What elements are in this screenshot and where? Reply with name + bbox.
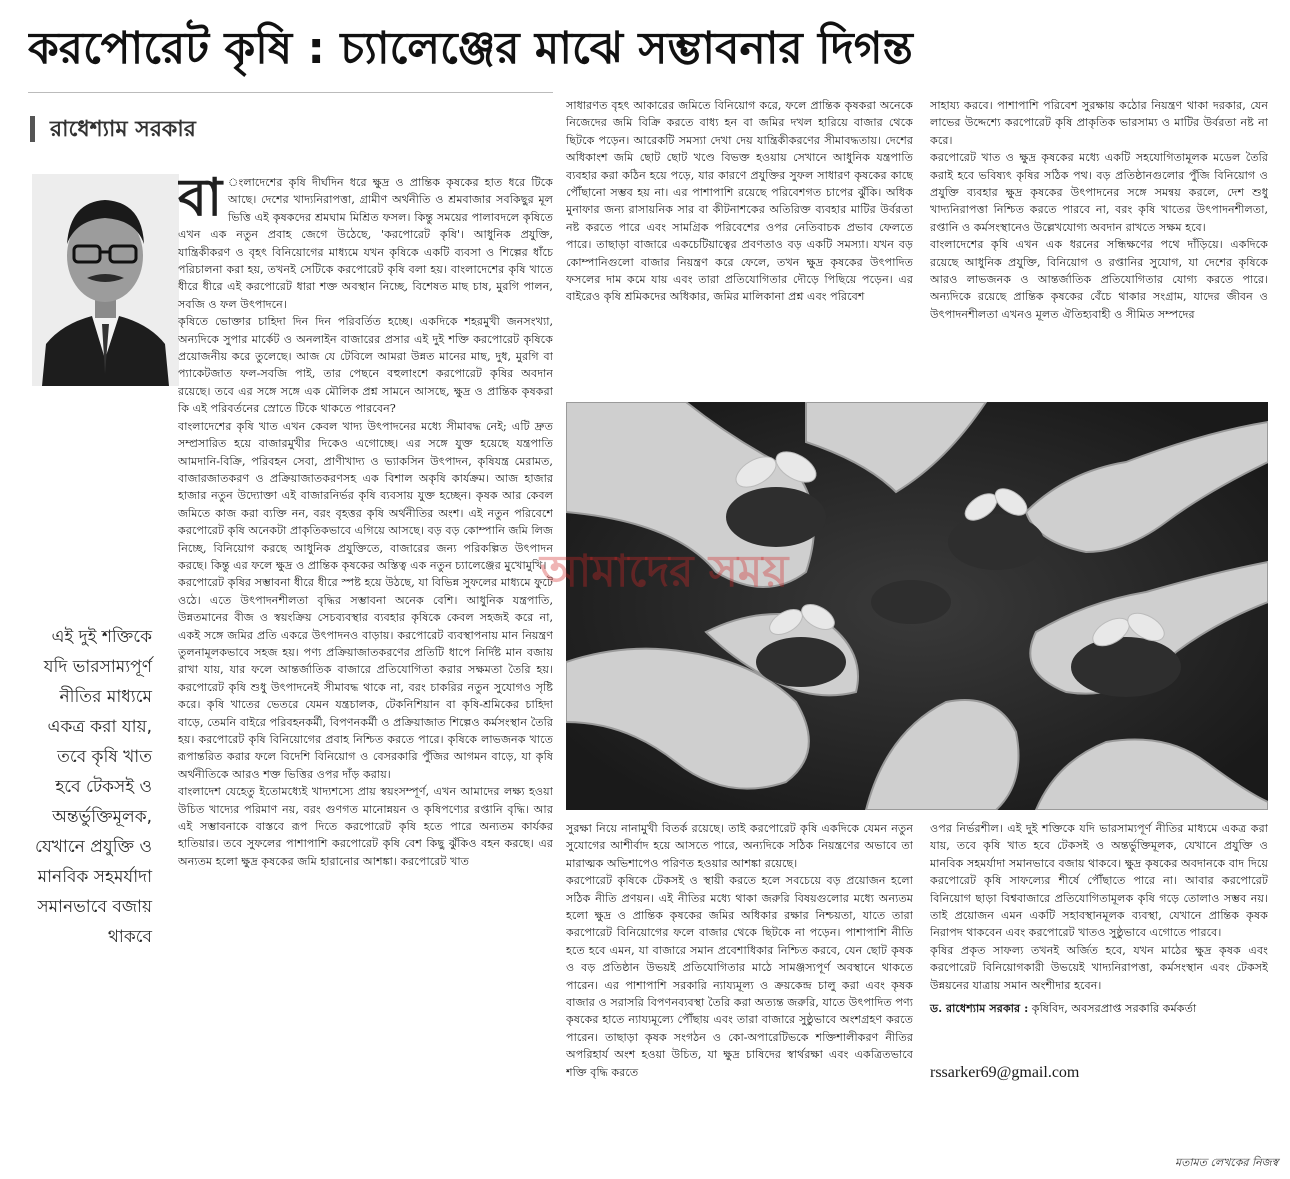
paragraph: করপোরেট কৃষির সম্ভাবনা ধীরে ধীরে স্পষ্ট হয়ে উঠছে, যা বিভিন্ন সুফলের মাধ্যমে ফুটে ওঠে। এতে উৎপাদনশীলতা বৃদ্ধির সম্ভাবনা অনেক বেশি। আধুনিক যন্ত্রপাতি, উন্নতমানের বীজ ও স্বয়ংক্রিয় সেচব্যবস্থার ব্যবহার কৃষিকে কেবল সহজই করে না, একই সঙ্গে জমির প্রতি একরে উৎপাদনও বাড়ায়। করপোরেট ব্যবস্থাপনায় মান নিয়ন্ত্রণ তুলনামূলকভাবে সহজ হয়। পণ্য প্রক্রিয়াজাতকরণের প্রতিটি ধাপে নির্দিষ্ট মান বজায় রাখা যায়, যার ফলে আন্তর্জাতিক বাজারে প্রতিযোগিতা করার সক্ষমতা তৈরি হয়। করপোরেট কৃষি শুধু উৎপাদনেই সীমাবদ্ধ থাকে না, বরং চাকরির নতুন সুযোগও সৃষ্টি করে। কৃষি খাতের ভেতরে যেমন যন্ত্রচালক, টেকনিশিয়ান বা কৃষি-শ্রমিকের চাহিদা বাড়ে, তেমনি বাইরে পরিবহনকর্মী, বিপণনকর্মী ও প্রক্রিয়াজাত শিল্পেও কর্মসংস্থান তৈরি হয়। করপোরেট কৃষি বিনিয়োগের প্রবাহ নিশ্চিত করতে পারে। কৃষিকে লাভজনক খাতে রূপান্তরিত করার ফলে বিদেশি বিনিয়োগ ও বেসরকারি পুঁজির আগমন বাড়ে, যা কৃষি অর্থনীতিকে আরও শক্ত ভিত্তির ওপর দাঁড় করায়। [178, 576, 553, 781]
paragraph: ংলাদেশের কৃষি দীর্ঘদিন ধরে ক্ষুদ্র ও প্রান্তিক কৃষকের হাত ধরে টিকে আছে। দেশের খাদ্যনিরাপত্তা, গ্রামীণ অর্থনীতি ও শ্রমবাজার সবকিছুর মূল ভিত্তি এই কৃষকদের শ্রমঘাম মিশ্রিত ফসল। কিন্তু সময়ের পালাবদলে কৃষিতে এখন এক নতুন প্রবাহ জেগে উঠেছে, 'করপোরেট কৃষি'। আধুনিক প্রযুক্তি, যান্ত্রিকীকরণ ও বৃহৎ বিনিয়োগের মাধ্যমে যখন কৃষিকে একটি ব্যবসা ও শিল্পের ধাঁচে পরিচালনা করা হয়, তখনই সেটিকে করপোরেট কৃষি বলা হয়। বাংলাদেশের কৃষি খাতে ধীরে ধীরে এই করপোরেট ধারা শক্ত অবস্থান নিচ্ছে, বিশেষত মাছ চাষ, মুরগি পালন, সবজি ও ফল উৎপাদনে। [178, 176, 553, 311]
author-note [930, 1000, 1265, 1017]
paragraph: কৃষির প্রকৃত সাফল্য তখনই অর্জিত হবে, যখন মাঠের ক্ষুদ্র কৃষক এবং করপোরেট বিনিয়োগকারী উভয়েই খাদ্যনিরাপত্তা, কর্মসংস্থান এবং টেকসই উন্নয়নের যাত্রায় সমান অংশীদার হবেন। [930, 943, 1268, 992]
headline: করপোরেট কৃষি : চ্যালেঞ্জের মাঝে সম্ভাবনার দিগন্ত [28, 23, 913, 74]
article-column-2-bottom [566, 820, 913, 1172]
pull-quote: এই দুই শক্তিকে যদি ভারসাম্যপূর্ণ নীতির মাধ্যমে একত্র করা যায়, তবে কৃষি খাত হবে টেকসই ও অন্তর্ভুক্তিমূলক, যেখানে প্রযুক্তি ও মানবিক সহমর্যাদা সমানভাবে বজায় থাকবে [35, 627, 152, 947]
author-name: ড. রাধেশ্যাম সরকার : [930, 1001, 1029, 1015]
paragraph: ওপর নির্ভরশীল। এই দুই শক্তিকে যদি ভারসাম্যপূর্ণ নীতির মাধ্যমে একত্র করা যায়, তবে কৃষি খাত হবে টেকসই ও অন্তর্ভুক্তিমূলক, যেখানে প্রযুক্তি ও মানবিক সহমর্যাদা সমানভাবে বজায় থাকবে। ক্ষুদ্র কৃষকের অবদানকে বাদ দিয়ে করপোরেট কৃষি সাফল্যের শীর্ষে পৌঁছাতে পারে না। আবার করপোরেট বিনিয়োগ ছাড়া বিশ্ববাজারে প্রতিযোগিতামূলক কৃষি গড়ে তোলাও সম্ভব নয়। তাই প্রয়োজন এমন একটি সহাবস্থানমূলক ব্যবস্থা, যেখানে প্রান্তিক কৃষক নিরাপদ থাকবেন এবং করপোরেট খাতও সুষ্ঠুভাবে এগোতে পারবে। [930, 822, 1268, 940]
paragraph: সুরক্ষা নিয়ে নানামুখী বিতর্ক রয়েছে। তাই করপোরেট কৃষি একদিকে যেমন নতুন সুযোগের আশীর্বাদ হয়ে আসতে পারে, অন্যদিকে সঠিক নিয়ন্ত্রণের অভাবে তা মারাত্মক অভিশাপেও পরিণত হওয়ার আশঙ্কা রয়েছে। [566, 822, 913, 870]
paragraph: বাংলাদেশের কৃষি এখন এক ধরনের সন্ধিক্ষণের পথে দাঁড়িয়ে। একদিকে রয়েছে আধুনিক প্রযুক্তি, বিনিয়োগ ও রপ্তানির সুযোগ, যা দেশের কৃষিকে আরও লাভজনক ও আন্তর্জাতিক প্রতিযোগিতার যোগ্য করতে পারে। অন্যদিকে রয়েছে প্রান্তিক কৃষকের বেঁচে থাকার সংগ্রাম, যাদের জীবন ও উৎপাদনশীলতা এখনও মূলত ঐতিহ্যবাহী ও সীমিত সম্পদের [930, 238, 1268, 321]
author-photo [32, 174, 179, 386]
newspaper-watermark: আমাদের সময় [540, 546, 789, 597]
opinion-disclaimer: মতামত লেখকের নিজস্ব [1175, 1156, 1279, 1169]
paragraph: করপোরেট কৃষিকে টেকসই ও স্থায়ী করতে হলে সবচেয়ে বড় প্রয়োজন হলো সঠিক নীতি প্রণয়ন। এই নীতির মধ্যে থাকা জরুরি বিষয়গুলোর মধ্যে অন্যতম হলো ক্ষুদ্র ও প্রান্তিক কৃষকের জমির অধিকার রক্ষার নিশ্চয়তা, যাতে তারা করপোরেট বিনিয়োগের ফলে বাজার থেকে ছিটকে না পড়েন। পাশাপাশি নীতি হতে হবে এমন, যা বাজারে সমান প্রবেশাধিকার নিশ্চিত করবে, যেন ছোট কৃষক ও বড় প্রতিষ্ঠান উভয়ই প্রতিযোগিতার মাঠে সামঞ্জস্যপূর্ণ অবস্থানে থাকতে পারেন। এর পাশাপাশি সরকারি ন্যায্যমূল্য ও ক্রয়কেন্দ্র চালু করা এবং কৃষক বাজার ও সরাসরি বিপণনব্যবস্থা তৈরি করা অত্যন্ত জরুরি, যাতে উৎপাদিত পণ্য কৃষকের হাতে ন্যায্যমূল্যে পৌঁছায় এবং তারা বাজারে সুষ্ঠুভাবে অংশগ্রহণ করতে পারেন। তাছাড়া কৃষক সংগঠন ও কো-অপারেটিভকে শক্তিশালীকরণ নীতির অপরিহার্য অংশ হওয়া উচিত, যা ক্ষুদ্র চাষিদের স্বার্থরক্ষা এবং একত্রিতভাবে শক্তি বৃদ্ধি করতে [566, 874, 913, 1079]
article-column-1 [178, 174, 553, 1172]
author-description: কৃষিবিদ, অবসরপ্রাপ্ত সরকারি কর্মকর্তা [1031, 1002, 1197, 1015]
paragraph: কৃষিতে ভোক্তার চাহিদা দিন দিন পরিবর্তিত হচ্ছে। একদিকে শহরমুখী জনসংখ্যা, অন্যদিকে সুপার মার্কেট ও অনলাইন বাজারের প্রসার এই দুই শক্তি করপোরেট কৃষিকে প্রয়োজনীয় করে তুলেছে। আজ যে টেবিলে আমরা উন্নত মানের মাছ, দুধ, মুরগি বা প্যাকেটজাত ফল-সবজি পাই, তার পেছনে বহুলাংশে করপোরেট কৃষির অবদান রয়েছে। তবে এর সঙ্গে সঙ্গে এক মৌলিক প্রশ্ন সামনে আসছে, ক্ষুদ্র ও প্রান্তিক কৃষকরা কি এই পরিবর্তনের স্রোতে টিকে থাকতে পারবেন? [178, 315, 553, 416]
paragraph: সাহায্য করবে। পাশাপাশি পরিবেশ সুরক্ষায় কঠোর নিয়ন্ত্রণ থাকা দরকার, যেন লাভের উদ্দেশ্যে করপোরেট কৃষি প্রাকৃতিক ভারসাম্য ও মাটির উর্বরতা নষ্ট না করে। [930, 99, 1268, 147]
paragraph: বাংলাদেশ যেহেতু ইতোমধ্যেই খাদ্যশস্যে প্রায় স্বয়ংসম্পূর্ণ, এখন আমাদের লক্ষ্য হওয়া উচিত খাদ্যের পরিমাণ নয়, বরং গুণগত মানোন্নয়ন ও কৃষিপণ্যের রপ্তানি বৃদ্ধি। আর এই সম্ভাবনাকে বাস্তবে রূপ দিতে করপোরেট কৃষি হতে পারে অন্যতম কার্যকর হাতিয়ার। তবে সুফলের পাশাপাশি করপোরেট কৃষি বেশ কিছু ঝুঁকিও বহন করছে। এর অন্যতম হলো ক্ষুদ্র কৃষকের জমি হারানোর আশঙ্কা। করপোরেট খাত [178, 785, 553, 868]
article-column-3-bottom [930, 820, 1268, 992]
paragraph: বাংলাদেশের কৃষি খাত এখন কেবল খাদ্য উৎপাদনের মধ্যে সীমাবদ্ধ নেই; এটি দ্রুত সম্প্রসারিত হয়ে বাজারমুখীর দিকেও এগোচ্ছে। এর সঙ্গে যুক্ত হয়েছে যন্ত্রপাতি আমদানি-বিক্রি, পরিবহন সেবা, প্রাণীখাদ্য ও ভ্যাকসিন উৎপাদন, কৃষিযন্ত্র মেরামত, বাজারজাতকরণ ও প্রক্রিয়াজাতকরণসহ এক বিশাল অকৃষি কার্যক্রম। আজ হাজার হাজার নতুন উদ্যোক্তা এই বাজারনির্ভর কৃষি ব্যবসায় যুক্ত হচ্ছেন। কৃষক আর কেবল জমিতে কাজ করা ব্যক্তি নন, বরং বৃহত্তর কৃষি অর্থনীতির অংশ। এই নতুন পরিবেশে করপোরেট কৃষি অনেকটা প্রাকৃতিকভাবে এগিয়ে আসছে। বড় বড় কোম্পানি জমি লিজ নিচ্ছে, বিনিয়োগ করছে আধুনিক প্রযুক্তিতে, বাজারের জন্য পরিকল্পিত উৎপাদন করছে। কিন্তু এর ফলে ক্ষুদ্র ও প্রান্তিক কৃষকের অস্তিত্ব এক নতুন চ্যালেঞ্জের মুখোমুখি। [178, 419, 553, 572]
article-column-2-top [566, 97, 913, 392]
article-column-3-top [930, 97, 1268, 392]
divider [28, 92, 553, 93]
paragraph: করপোরেট খাত ও ক্ষুদ্র কৃষকের মধ্যে একটি সহযোগিতামূলক মডেল তৈরি করাই হবে ভবিষ্যৎ কৃষির সঠিক পথ। বড় প্রতিষ্ঠানগুলোর পুঁজি বিনিয়োগ ও প্রযুক্তি ব্যবহার ক্ষুদ্র কৃষকের উৎপাদনের সঙ্গে সমন্বয় করলে, দেশ শুধু খাদ্যনিরাপত্তা নিশ্চিত করতে পারবে না, বরং কৃষি খাতের উৎপাদনশীলতা, রপ্তানি ও কর্মসংস্থানেও উল্লেখযোগ্য অবদান রাখতে সক্ষম হবে। [930, 151, 1268, 234]
byline-marker [30, 116, 35, 142]
author-portrait-illustration [32, 174, 179, 386]
author-email[interactable]: rssarker69@gmail.com [930, 1064, 1080, 1081]
paragraph: সাধারণত বৃহৎ আকারের জমিতে বিনিয়োগ করে, ফলে প্রান্তিক কৃষকরা অনেকে নিজেদের জমি বিক্রি করতে বাধ্য হন বা জমির দখল হারিয়ে বাজার থেকে ছিটকে পড়েন। আরেকটি সমস্যা দেখা দেয় যান্ত্রিকীকরণের সীমাবদ্ধতায়। দেশের অধিকাংশ জমি ছোট ছোট খণ্ডে বিভক্ত হওয়ায় সেখানে আধুনিক যন্ত্রপাতি ব্যবহার করা কঠিন হয়ে পড়ে, যার কারণে প্রযুক্তির সুফল সাধারণ কৃষকের কাছে পৌঁছানো সম্ভব হয় না। এর পাশাপাশি রয়েছে পরিবেশগত চাপের ঝুঁকি। অধিক মুনাফার জন্য রাসায়নিক সার বা কীটনাশকের অতিরিক্ত ব্যবহার মাটির উর্বরতা নষ্ট করতে পারে এবং সামগ্রিক পরিবেশের ওপর নেতিবাচক প্রভাব ফেলতে পারে। তাছাড়া বাজারে একচেটিয়াত্বের প্রবণতাও বড় একটি সমস্যা। যখন বড় কোম্পানিগুলো বাজার নিয়ন্ত্রণ করে ফেলে, তখন ক্ষুদ্র কৃষকের উৎপাদিত ফসলের দাম কমে যায় এবং তারা প্রতিযোগিতার দৌড়ে পিছিয়ে পড়েন। এর বাইরেও কৃষি শ্রমিকদের অধিকার, জমির মালিকানা প্রশ্ন এবং পরিবেশ [566, 99, 913, 304]
byline: রাধেশ্যাম সরকার [50, 117, 196, 142]
drop-cap: বা [178, 174, 223, 228]
